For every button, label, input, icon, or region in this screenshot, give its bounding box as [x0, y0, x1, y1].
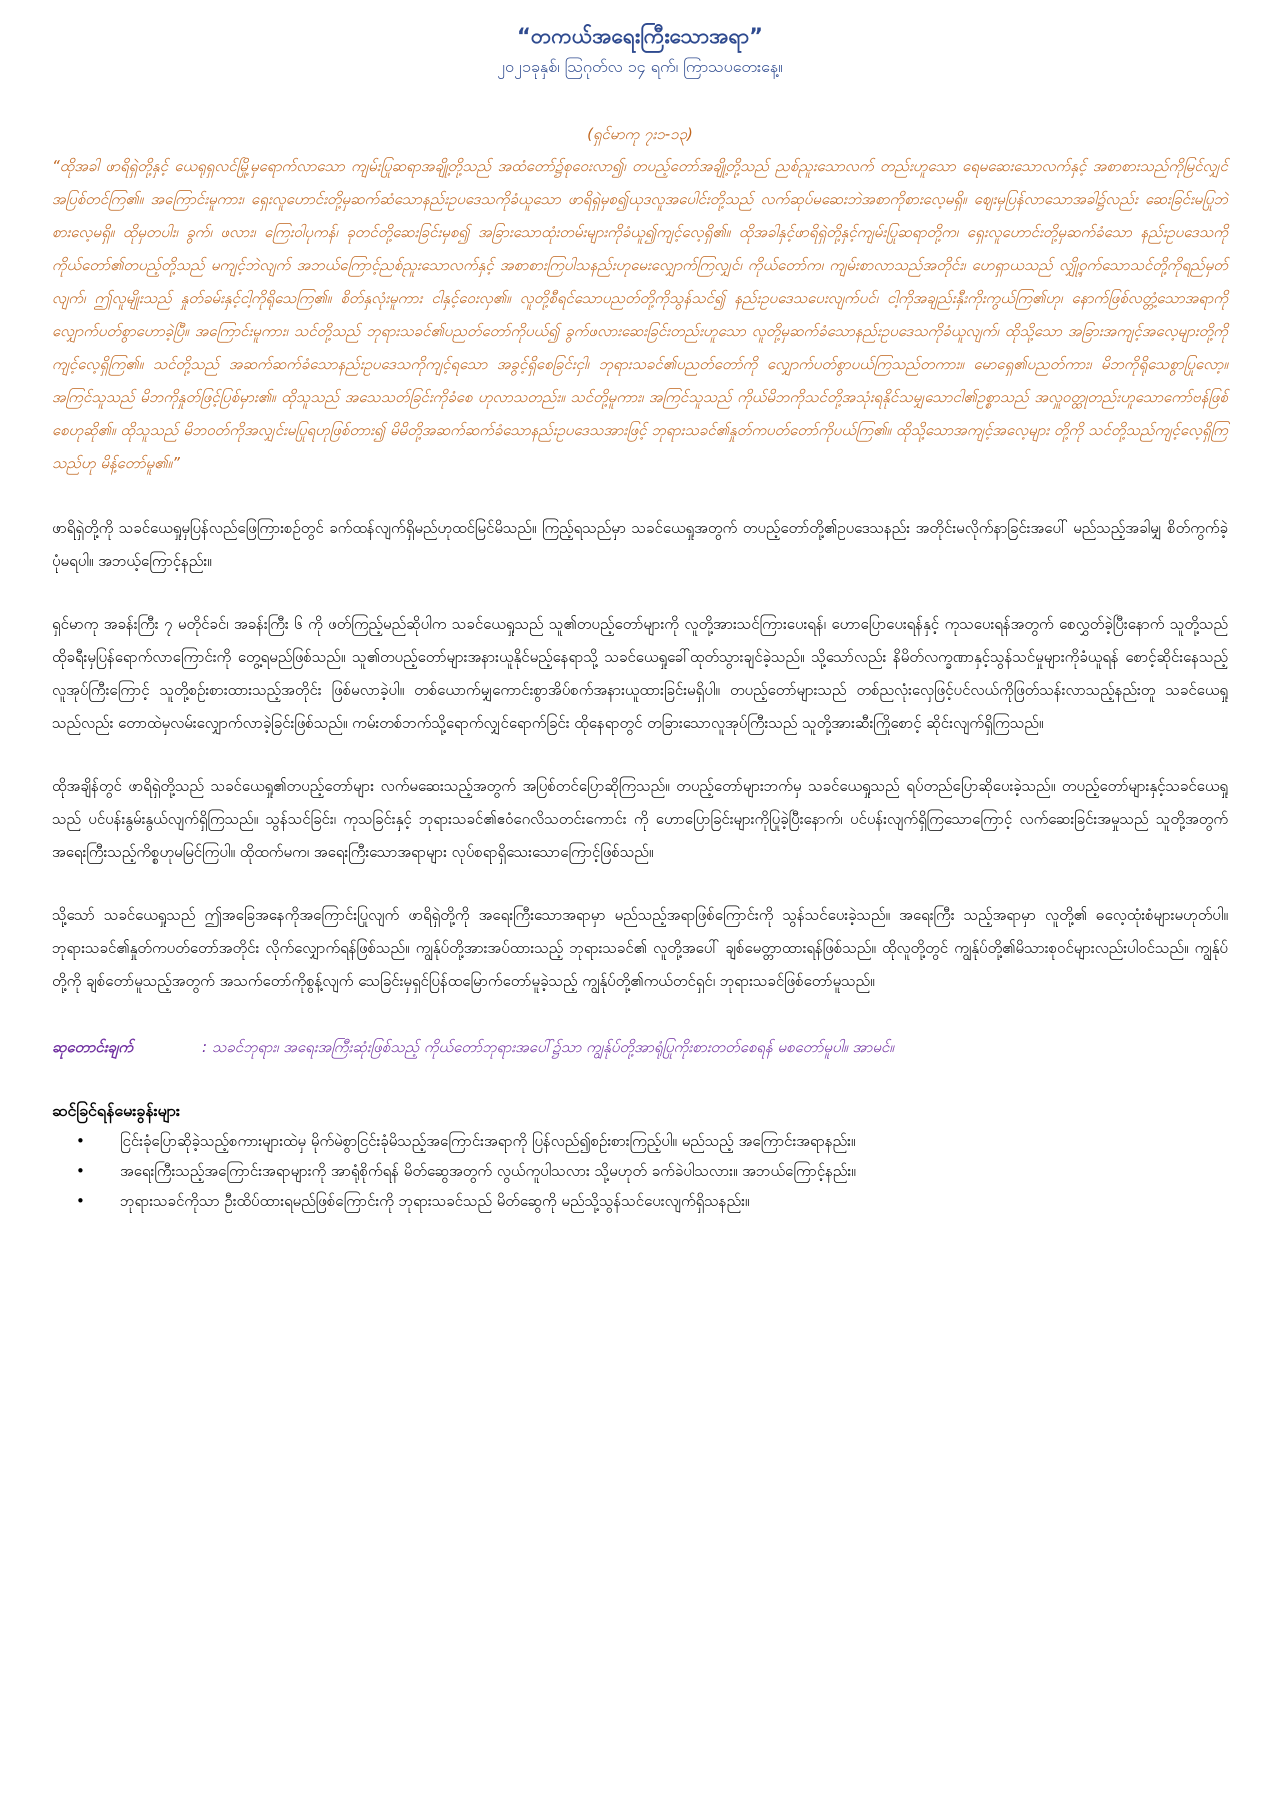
date-line: ၂၀၂၁ခုနှစ်၊ ဩဂုတ်လ ၁၄ ရက်၊ ကြာသပတေးနေ့။ — [497, 57, 783, 77]
body-paragraph-4: သို့သော် သခင်ယေရှုသည် ဤအခြေအနေကိုအကြောင်းပြုလျက် ဖာရိရှဲတို့ကို အရေးကြီးသောအရာမှာ မည်သည့်အရာဖြစ်ကြောင်းကို သွန်သင်ပေးခဲ့သည်။ အရေးကြီး သည့်အရာမှာ လူတို့၏ ဓလေ့ထုံးစံများမဟုတ်ပါ။ ဘုရားသခင်၏နှုတ်ကပတ်တော်အတိုင်း လိုက်လျှောက်ရန်ဖြစ်သည်။ ကျွန်ုပ်တို့အားအပ်ထားသည့် ဘုရားသခင်၏ လူတို့အပေါ် ချစ်မေတ္တာထားရန်ဖြစ်သည်။ ထိုလူတို့တွင် ကျွန်ုပ်တို့၏မိသားစုဝင်များလည်းပါဝင်သည်။ ကျွန်ုပ်တို့ကို ချစ်တော်မူသည့်အတွက် အသက်တော်ကိုစွန့်လျက် သေခြင်းမှရှင်ပြန်ထမြောက်တော်မူခဲ့သည့် ကျွန်ုပ်တို့၏ကယ်တင်ရှင်၊ ဘုရားသခင်ဖြစ်တော်မူသည်။ — [52, 905, 1228, 990]
prayer-block — [52, 1032, 1228, 1062]
body-paragraph-1: ဖာရိရှဲတို့ကို သခင်ယေရှုမှပြန်လည်ဖြေကြားစဉ်တွင် ခက်ထန်လျက်ရှိမည်ဟုထင်မြင်မိသည်။ ကြည့်ရသည်မှာ သခင်ယေရှုအတွက် တပည့်တော်တို့၏ဥပဒေသနည်း အတိုင်းမလိုက်နာခြင်းအပေါ် မည်သည့်အခါမျှ စိတ်ကွက်ခဲ့ပုံမရပါ။ အဘယ့်ကြောင့်နည်း။ — [52, 518, 1228, 570]
questions-list — [52, 1126, 1228, 1216]
question-text: ငြင်းခုံပြောဆိုခဲ့သည့်စကားများထဲမှ မိုက်မဲစွာငြင်းခုံမိသည့်အကြောင်းအရာကို ပြန်လည်၍စဉ်းစားကြည့်ပါ။ မည်သည့် အကြောင်းအရာနည်း။ — [120, 1131, 856, 1150]
body-paragraph-2: ရှင်မာကု အခန်းကြီး ၇ မတိုင်ခင်၊ အခန်းကြီး ၆ ကို ဖတ်ကြည့်မည်ဆိုပါက သခင်ယေရှုသည် သူ၏တပည့်တော်များကို လူတို့အားသင်ကြားပေးရန်၊ ဟောပြောပေးရန်နှင့် ကုသပေးရန်အတွက် စေလွှတ်ခဲ့ပြီးနောက် သူတို့သည် ထိုခရီးမှပြန်ရောက်လာကြောင်းကို တွေ့ရမည်ဖြစ်သည်။ သူ၏တပည့်တော်များအနားယူနိုင်မည့်နေရာသို့ သခင်ယေရှုခေါ်ထုတ်သွားချင်ခဲ့သည်။ သို့သော်လည်း နိမိတ်လက္ခဏာနှင့်သွန်သင်မှုများကိုခံယူရန် စောင့်ဆိုင်းနေသည့်လူအုပ်ကြီးကြောင့် သူတို့စဉ်းစားထားသည့်အတိုင်း ဖြစ်မလာခဲ့ပါ။ တစ်ယောက်မျှကောင်းစွာအိပ်စက်အနားယူထားခြင်းမရှိပါ။ တပည့်တော်များသည် တစ်ညလုံးလှေဖြင့်ပင်လယ်ကိုဖြတ်သန်းလာသည့်နည်းတူ သခင်ယေရှု သည်လည်း တောထဲမှလမ်းလျှောက်လာခဲ့ခြင်းဖြစ်သည်။ ကမ်းတစ်ဘက်သို့ရောက်လျှင်ရောက်ခြင်း ထိုနေရာတွင် တခြားသောလူအုပ်ကြီးသည် သူတို့အားဆီးကြိုစောင့် ဆိုင်းလျက်ရှိကြသည်။ — [52, 614, 1228, 732]
body-paragraph-3: ထိုအချိန်တွင် ဖာရိရှဲတို့သည် သခင်ယေရှု၏တပည့်တော်များ လက်မဆေးသည့်အတွက် အပြစ်တင်ပြောဆိုကြသည်။ တပည့်တော်များဘက်မှ သခင်ယေရှုသည် ရပ်တည်ပြောဆိုပေးခဲ့သည်။ တပည့်တော်များနှင့်သခင်ယေရှုသည် ပင်ပန်းနွမ်းနွယ်လျက်ရှိကြသည်။ သွန်သင်ခြင်း၊ ကုသခြင်းနှင့် ဘုရားသခင်၏ဧဝံဂေလိသတင်းကောင်း ကို ဟောပြောခြင်းများကိုပြုခဲ့ပြီးနောက်၊ ပင်ပန်းလျက်ရှိကြသောကြောင့် လက်ဆေးခြင်းအမှုသည် သူတို့အတွက် အရေးကြီးသည့်ကိစ္စဟုမမြင်ကြပါ။ ထိုထက်မက၊ အရေးကြီးသောအရာများ လုပ်စရာရှိသေးသောကြောင့်ဖြစ်သည်။ — [52, 776, 1228, 861]
bullet-icon: • — [76, 1131, 85, 1150]
question-item — [76, 1156, 1228, 1186]
questions-heading: ဆင်ခြင်ရန်မေးခွန်းများ — [52, 1100, 180, 1120]
question-item — [76, 1126, 1228, 1156]
page-title: “တကယ်အရေးကြီးသောအရာ” — [517, 24, 763, 48]
question-text: အရေးကြီးသည့်အကြောင်းအရာများကို အာရုံစိုက်ရန် မိတ်ဆွေအတွက် လွယ်ကူပါသလား သို့မဟုတ် ခက်ခဲပါသလား။ အဘယ်ကြောင့်နည်း။ — [120, 1161, 856, 1180]
scripture-quote: “ထိုအခါ ဖာရိရှဲတို့နှင့် ယေရုရှလင်မြို့မှရောက်လာသော ကျမ်းပြုဆရာအချို့တို့သည် အထံတော်၌စုဝေးလာ၍၊ တပည့်တော်အချို့တို့သည် ညစ်ညူးသောလက် တည်းဟူသော ရေမဆေးသောလက်နှင့် အစာစားသည်ကိုမြင်လျှင် အပြစ်တင်ကြ၏။ အကြောင်းမူကား၊ ရှေးလူဟောင်းတို့မှဆက်ဆံသောနည်းဥပဒေသကိုခံယူသော ဖာရိရှဲမှစ၍ယုဒလူအပေါင်းတို့သည် လက်ဆုပ်မဆေးဘဲအစာကိုစားလေ့မရှိ။ ဈေးမှပြန်လာသောအခါ၌လည်း ဆေးခြင်းမပြုဘဲစားလေ့မရှိ။ ထိုမှတပါး၊ ခွက်၊ ဖလား၊ ကြေးဝါပုကန်၊ ခုတင်တို့ဆေးခြင်းမှစ၍ အခြားသောထုံးတမ်းများကိုခံယူ၍ကျင့်လေ့ရှိ၏။ ထိုအခါနှင့်ဖာရိရှဲတို့နှင့်ကျမ်းပြုဆရာတို့က၊ ရှေးလူဟောင်းတို့မှဆက်ခံသော နည်းဥပဒေသကို ကိုယ်တော်၏တပည့်တို့သည် မကျင့်ဘဲလျက် အဘယ်ကြောင့်ညစ်ညူးသောလက်နှင့် အစာစားကြပါသနည်းဟုမေးလျှောက်ကြလျှင်၊ ကိုယ်တော်က၊ ကျမ်းစာလာသည်အတိုင်း၊ ဟေရှာယသည် လျှို့ဝှက်သောသင်တို့ကိုရည်မှတ်လျက်၊ ဤလူမျိုးသည် နှုတ်ခမ်းနှင့်ငါ့ကိုရိုသေကြ၏။ စိတ်နှလုံးမူကား ငါနှင့်ဝေးလှ၏။ လူတို့စီရင်သောပညတ်တို့ကိုသွန်သင်၍ နည်းဥပဒေသပေးလျက်ပင်၊ ငါ့ကိုအချည်းနှီးကိုးကွယ်ကြ၏ဟု၊ နောက်ဖြစ်လတ္တံ့သောအရာကိုလျှောက်ပတ်စွာဟောခဲ့ပြီ။ အကြောင်းမူကား၊ သင်တို့သည် ဘုရားသခင်၏ပညတ်တော်ကိုပယ်၍ ခွက်ဖလားဆေးခြင်းတည်းဟူသော လူတို့မှဆက်ခံသောနည်းဥပဒေသကိုခံယူလျက်၊ ထိုသို့သော အခြားအကျင့်အလေ့များတို့ကိုကျင့်လေ့ရှိကြ၏။ သင်တို့သည် အဆက်ဆက်ခံသောနည်းဥပဒေသကိုကျင့်ရသော အခွင့်ရှိစေခြင်းငှါ၊ ဘုရားသခင်၏ပညတ်တော်ကို လျှောက်ပတ်စွာပယ်ကြသည်တကား။ မောရှေ၏ပညတ်ကား၊ မိဘကိုရိုသေစွာပြုလော့။ အကြင်သူသည် မိဘကိုနှုတ်ဖြင့်ပြစ်မှား၏။ ထိုသူသည် အသေသတ်ခြင်းကိုခံစေ ဟုလာသတည်း။ သင်တို့မူကား၊ အကြင်သူသည် ကိုယ်မိဘကိုသင်တို့အသုံးရနိုင်သမျှသောငါ၏ဥစ္စာသည် အလှူဝတ္ထုတည်းဟူသောကော်ဗန်ဖြစ်စေဟုဆို၏။ ထိုသူသည် မိဘဝတ်ကိုအလျှင်းမပြုရဟုဖြစ်တား၍ မိမိတို့အဆက်ဆက်ခံသောနည်းဥပဒေသအားဖြင့် ဘုရားသခင်၏နှုတ်ကပတ်တော်ကိုပယ်ကြ၏။ ထိုသို့သောအကျင့်အလေ့များ တို့ကို သင်တို့သည်ကျင့်လေ့ရှိကြသည်ဟု မိန့်တော်မူ၏။” — [52, 156, 1228, 472]
question-item — [76, 1186, 1228, 1216]
prayer-text: : သခင်ဘုရား၊ အရေးအကြီးဆုံးဖြစ်သည့် ကိုယ်တော်ဘုရားအပေါ်၌သာ ကျွန်ုပ်တို့အာရုံပြုကိုးစားတတ်စေရန် မစတော်မူပါ။ အာမင်။ — [202, 1037, 894, 1056]
bullet-icon: • — [76, 1161, 85, 1180]
bullet-icon: • — [76, 1191, 85, 1210]
prayer-label: ဆုတောင်းချက် — [52, 1037, 134, 1056]
question-text: ဘုရားသခင်ကိုသာ ဦးထိပ်ထားရမည်ဖြစ်ကြောင်းကို ဘုရားသခင်သည် မိတ်ဆွေကို မည်သို့သွန်သင်ပေးလျက်ရှိသနည်း။ — [120, 1191, 750, 1210]
scripture-reference: (ရှင်မာကု ၇း၁-၁၃) — [587, 125, 693, 144]
